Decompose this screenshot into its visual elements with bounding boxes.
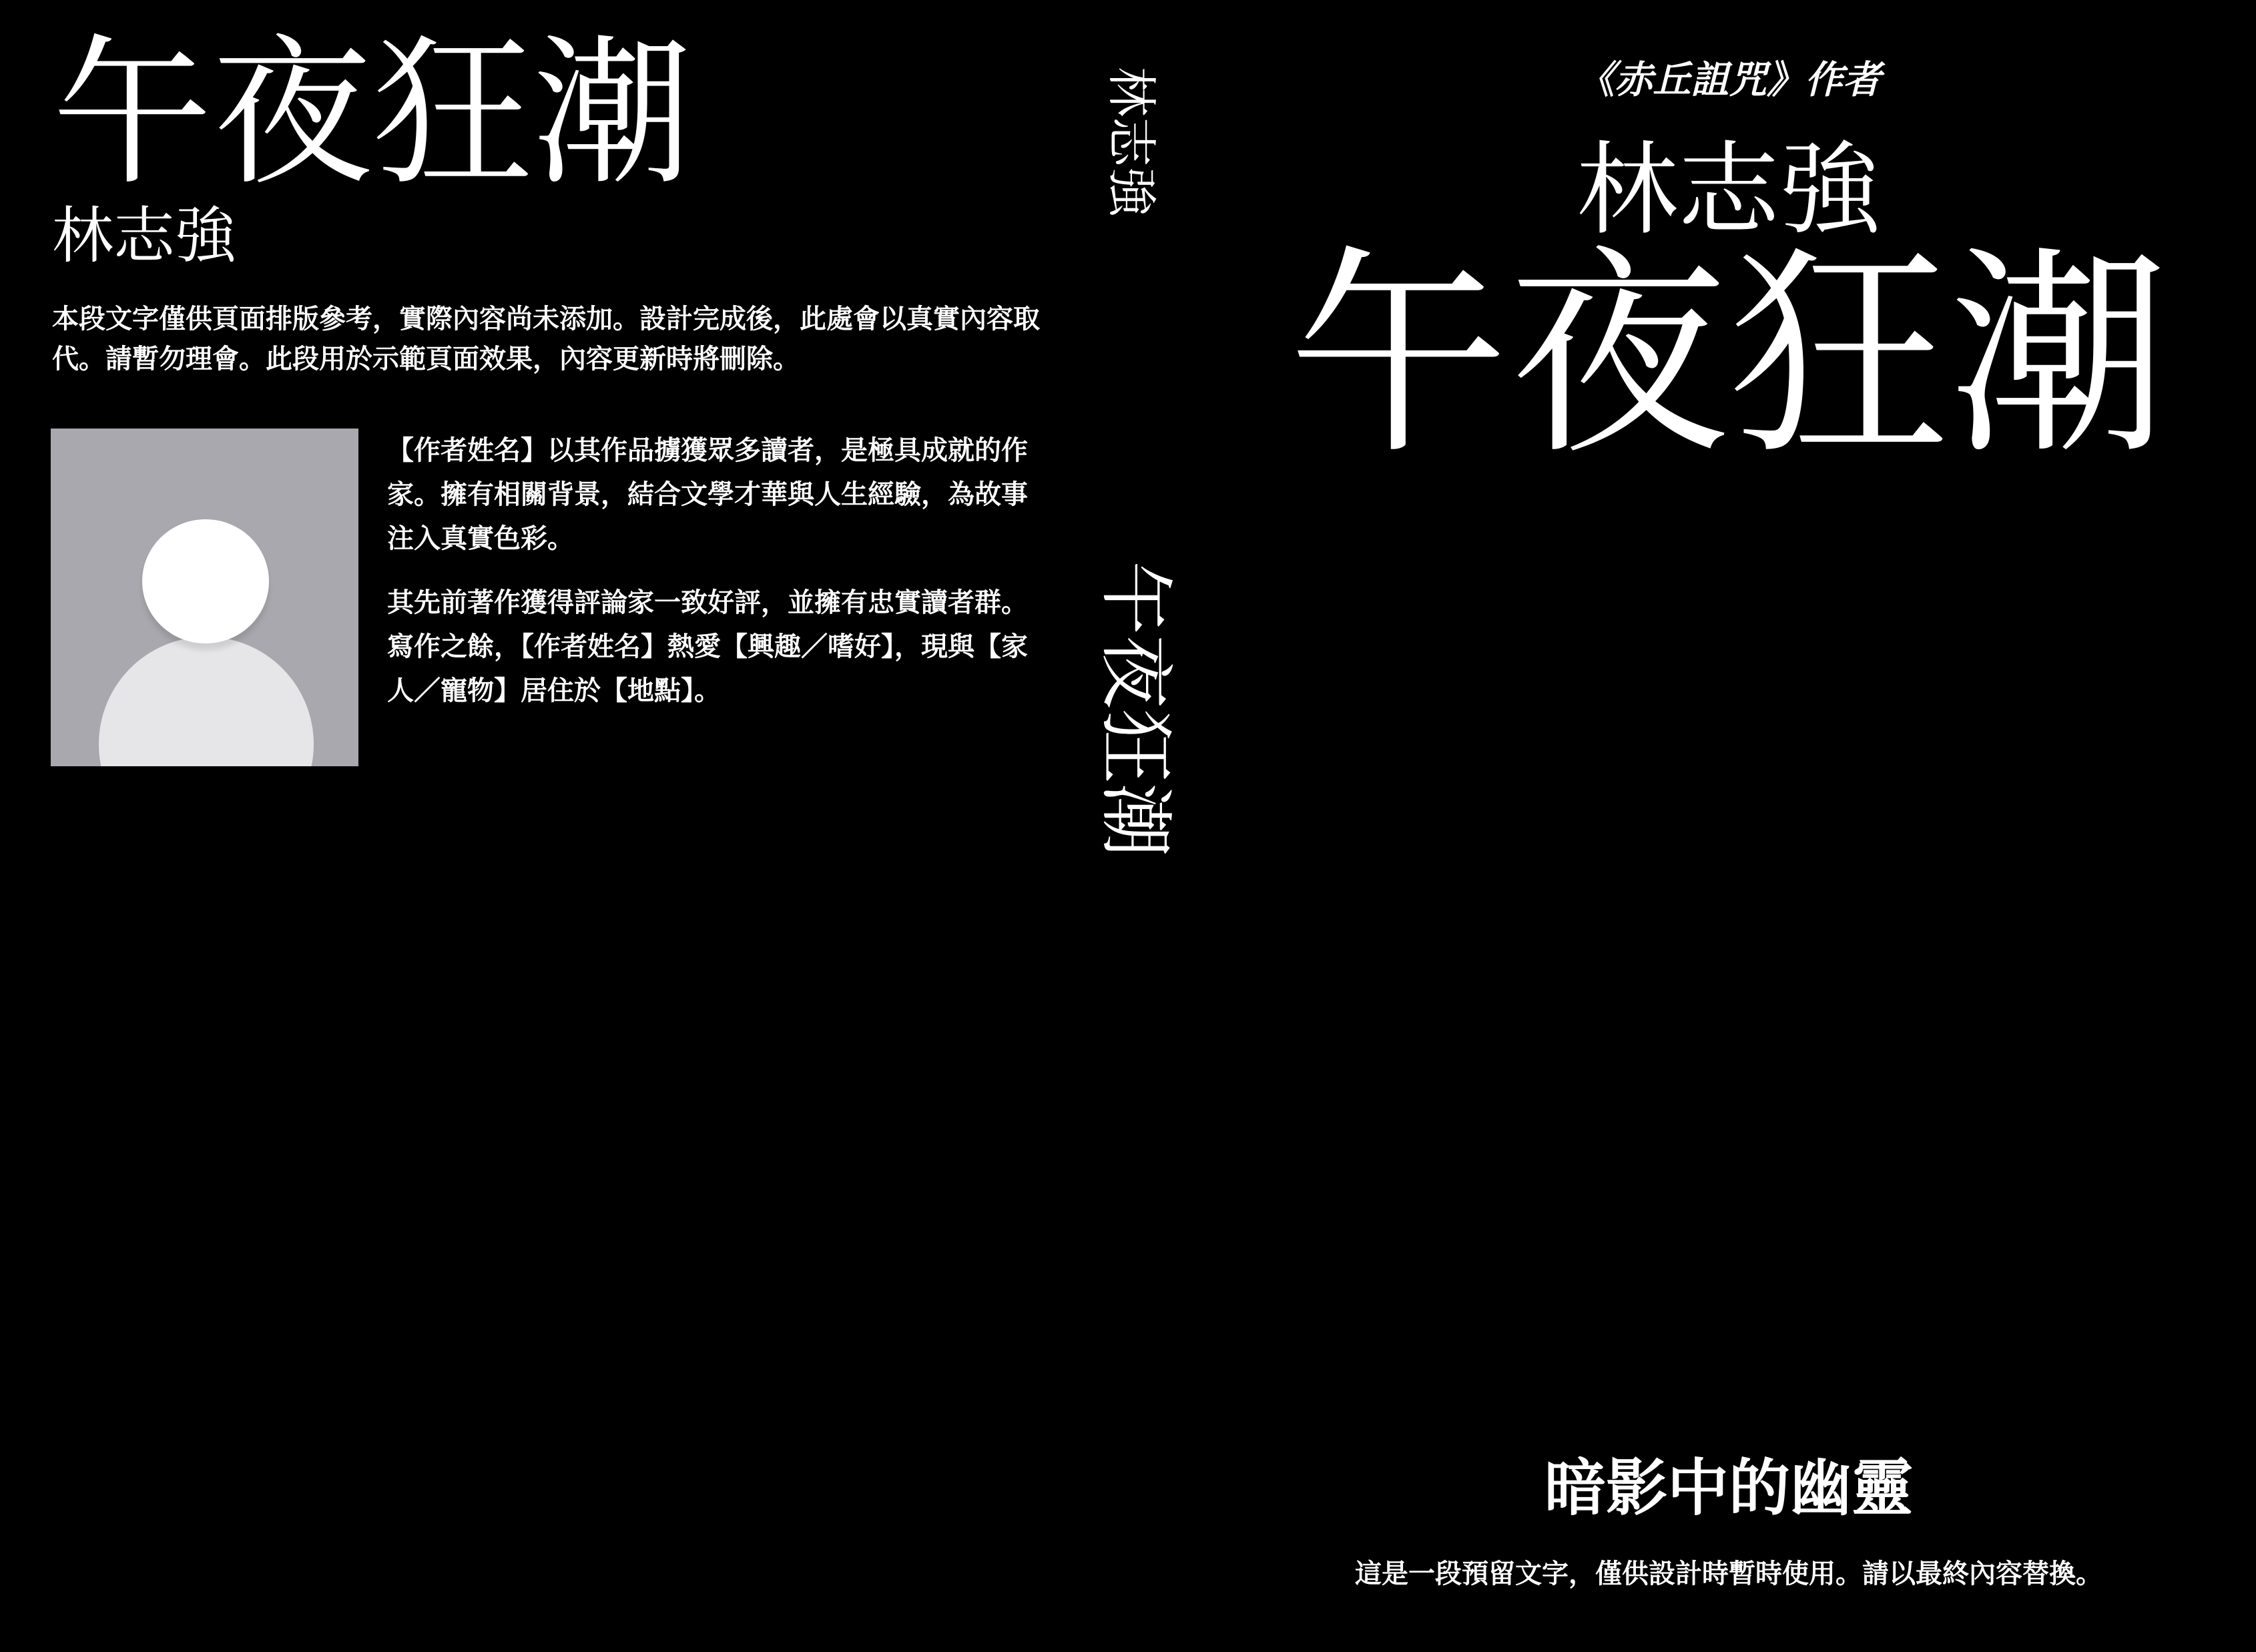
back-cover-title: 午夜狂潮 bbox=[52, 24, 693, 203]
back-cover-author: 林志強 bbox=[52, 202, 237, 270]
spine-author: 林志強 bbox=[1103, 67, 1159, 218]
front-cover bbox=[1201, 0, 2256, 1652]
back-cover-placeholder-paragraph: 本段文字僅供頁面排版參考，實際內容尚未添加。設計完成後，此處會以真實內容取代。請暫勿理會。此段用於示範頁面效果，內容更新時將刪除。 bbox=[52, 304, 1040, 374]
front-cover-author: 林志強 bbox=[1577, 133, 1881, 247]
front-cover-subtitle: 暗影中的幽靈 bbox=[1544, 1454, 1913, 1523]
front-cover-tagline: 《赤丘詛咒》作者 bbox=[1577, 59, 1881, 101]
author-bio-paragraph-1: 【作者姓名】以其作品擄獲眾多讀者，是極具成就的作家。擁有相關背景，結合文學才華與人生經驗，為故事注入真實色彩。 bbox=[387, 436, 1028, 553]
front-cover-footer-placeholder: 這是一段預留文字，僅供設計時暫時使用。請以最終內容替換。 bbox=[1355, 1559, 2102, 1589]
author-bio-paragraph-2: 其先前著作獲得評論家一致好評，並擁有忠實讀者群。寫作之餘，【作者姓名】熱愛【興趣／嗜好】，現與【家人／寵物】居住於【地點】。 bbox=[387, 588, 1028, 706]
front-cover-title: 午夜狂潮 bbox=[1288, 232, 2169, 479]
spine-title: 午夜狂潮 bbox=[1094, 561, 1177, 858]
